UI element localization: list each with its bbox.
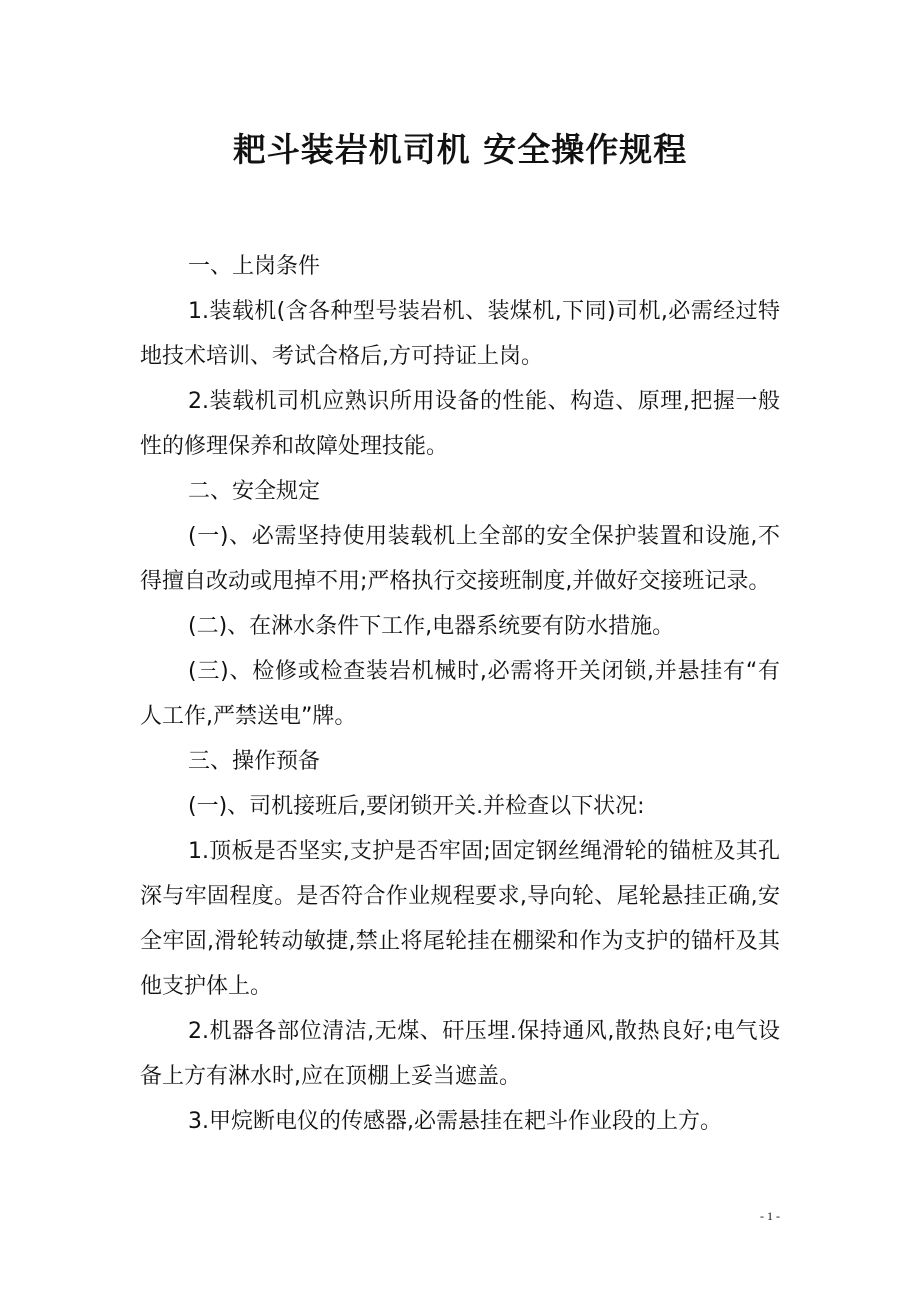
page-number: - 1 - — [760, 1209, 780, 1223]
paragraph-machine-cleanliness: 2.机器各部位清洁,无煤、矸压埋.保持通风,散热良好;电气设备上方有淋水时,应在顶棚上妥当遮盖。 — [140, 1019, 780, 1089]
document-title: 耙斗装岩机司机 安全操作规程 — [232, 130, 688, 169]
section-heading-operation-prep: 三、操作预备 — [188, 749, 321, 774]
section-heading-safety-rules: 二、安全规定 — [188, 479, 321, 504]
paragraph-training-requirement: 1.装载机(含各种型号装岩机、装煤机,下同)司机,必需经过特地技术培训、考试合格后,方可持证上岗。 — [140, 299, 780, 369]
document-body — [140, 244, 780, 1144]
paragraph-roof-support-check: 1.顶板是否坚实,支护是否牢固;固定钢丝绳滑轮的锚桩及其孔深与牢固程度。是否符合作业规程要求,导向轮、尾轮悬挂正确,安全牢固,滑轮转动敏捷,禁止将尾轮挂在棚梁和作为支护的锚杆及其他支护体上。 — [140, 839, 780, 999]
paragraph-safety-devices: (一)、必需坚持使用装载机上全部的安全保护装置和设施,不得擅自改动或甩掉不用;严格执行交接班制度,并做好交接班记录。 — [140, 524, 780, 594]
section-heading-job-requirements: 一、上岗条件 — [188, 254, 321, 279]
paragraph-waterproofing: (二)、在淋水条件下工作,电器系统要有防水措施。 — [188, 614, 675, 639]
paragraph-shift-inspection: (一)、司机接班后,要闭锁开关.并检查以下状况: — [188, 794, 645, 819]
paragraph-methane-sensor: 3.甲烷断电仪的传感器,必需悬挂在耙斗作业段的上方。 — [188, 1109, 722, 1134]
paragraph-equipment-knowledge: 2.装载机司机应熟识所用设备的性能、构造、原理,把握一般性的修理保养和故障处理技能。 — [140, 389, 780, 459]
paragraph-lockout-tagout: (三)、检修或检查装岩机械时,必需将开关闭锁,并悬挂有“有人工作,严禁送电”牌。 — [140, 659, 780, 729]
